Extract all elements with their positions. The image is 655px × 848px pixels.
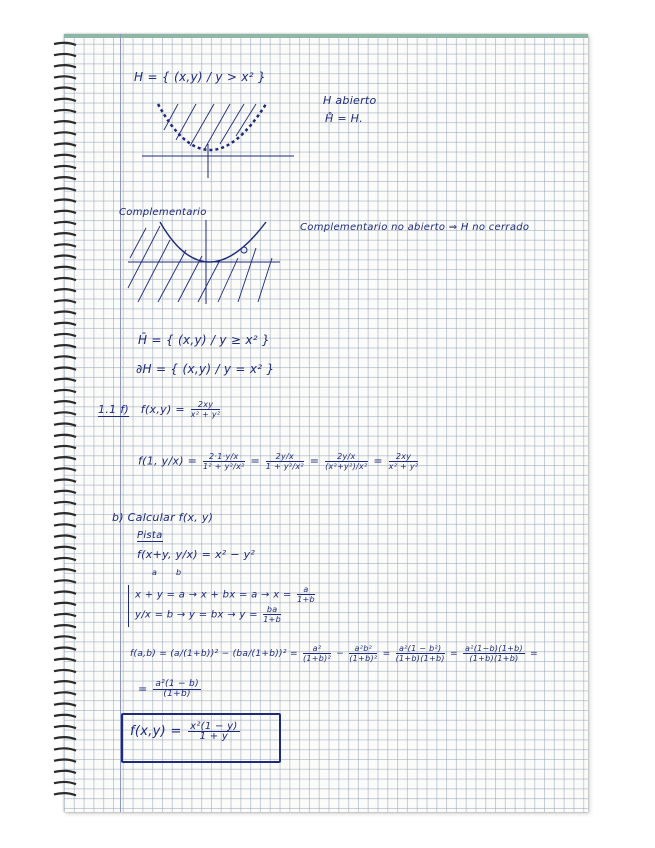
pista-equation: f(x+y, y/x) = x² − y² [137,548,256,561]
sys1-text: x + y = a → x + bx = a → x = [135,589,292,601]
f-def-fraction [191,400,221,419]
hatch-lines [128,226,272,302]
spiral-ring [54,110,76,112]
spiral-ring [54,446,76,448]
equals-sign: = [449,649,458,659]
spiral-ring [54,748,76,750]
equals-sign: = [309,454,320,468]
spiral-ring [54,659,76,661]
result-den: (1+b) [163,689,191,699]
spiral-ring [54,267,76,269]
spiral-ring [54,334,76,336]
f-def-den: x² + y² [190,410,221,419]
calc-frac-4 [463,644,525,663]
spiral-ring [54,233,76,235]
spiral-ring [54,760,76,762]
spiral-ring [54,312,76,314]
calc-frac-2 [349,644,377,663]
exercise-label: 1.1 f) [98,402,129,416]
pista-sub-b: b [176,568,182,577]
equals-sign: = [382,649,391,659]
spiral-ring [54,580,76,582]
f-eval-num-3: 2y/x [325,452,367,462]
spiral-ring [54,144,76,146]
f-eval-den-2: 1 + y²/x² [265,462,304,471]
hatch-lines [164,104,256,150]
system-line-1 [135,585,317,604]
spiral-ring [54,782,76,784]
final-fraction [188,722,239,741]
spiral-ring [54,524,76,526]
spiral-ring [54,468,76,470]
complementario-note: Complementario no abierto ⇒ H no cerrado [300,222,530,233]
sys1-num: a [297,585,315,595]
spiral-ring [54,558,76,560]
h-interior-equality: H̊ = H. [325,112,364,125]
final-answer [130,722,242,741]
f-eval-frac-2 [266,452,304,471]
spiral-ring [54,536,76,538]
set-h-definition: H = { (x,y) / y > x² } [134,70,266,84]
spiral-ring [54,547,76,549]
sys1-fraction [297,585,315,604]
spiral-ring [54,603,76,605]
spiral-ring [54,379,76,381]
spiral-ring [54,323,76,325]
spiral-binding [52,40,78,808]
calc-frac-1 [303,644,331,663]
spiral-ring [54,200,76,202]
spiral-ring [54,54,76,56]
f-def-lhs: f(x,y) = [140,402,185,416]
spiral-ring [54,412,76,414]
spiral-ring [54,424,76,426]
calc-num-3: a²(1 − b²) [396,644,445,654]
spiral-ring [54,592,76,594]
equals-sign: = [373,454,383,468]
f-eval-frac-3 [325,452,367,471]
spiral-ring [54,65,76,67]
f-eval-num-4: 2xy [389,452,419,462]
spiral-ring [54,491,76,493]
spiral-ring [54,244,76,246]
f-eval-frac-4 [389,452,419,471]
spiral-ring [54,793,76,795]
spiral-ring [54,435,76,437]
spiral-ring [54,457,76,459]
spiral-ring [54,648,76,650]
spiral-ring [54,300,76,302]
calc-frac-3 [396,644,445,663]
spiral-ring [54,155,76,157]
spiral-ring [54,390,76,392]
spiral-ring [54,715,76,717]
spiral-ring [54,345,76,347]
spiral-ring [54,681,76,683]
f-eval-lhs: f(1, y/x) = [138,454,198,468]
spiral-ring [54,188,76,190]
spiral-ring [54,401,76,403]
spiral-ring [54,132,76,134]
equals-sign: = [530,649,538,659]
final-lhs: f(x,y) = [130,724,182,739]
calc-num-4: a²(1−b)(1+b) [465,644,523,653]
spiral-ring [54,76,76,78]
f-eval-den-3: (x²+y²)/x² [325,462,368,471]
spiral-ring [54,513,76,515]
sys2-den: 1+b [263,615,282,624]
part-b-heading: b) Calcular f(x, y) [112,511,214,524]
spiral-ring [54,88,76,90]
boundary-of-h: ∂H = { (x,y) / y = x² } [136,362,275,376]
calc-den-1: (1+b)² [302,654,332,663]
f-eval-num-2: 2y/x [266,452,304,462]
calc-num-2: a²b² [349,644,377,654]
parabola-graph-h [138,100,298,178]
f-eval-frac-1 [203,452,245,471]
parabola-solid [160,222,266,262]
calc-den-4: (1+b)(1+b) [469,654,519,663]
system-bracket [128,585,135,627]
spiral-ring [54,222,76,224]
spiral-ring [54,692,76,694]
margin-line [120,34,121,812]
h-abierto-note: H abierto [323,94,377,107]
spiral-ring [54,43,76,45]
spiral-ring [54,480,76,482]
calc-num-1: a² [303,644,331,654]
spiral-ring [54,256,76,258]
sys2-text: y/x = b → y = bx → y = [135,609,258,621]
equals-sign: = [138,682,148,696]
spiral-ring [54,625,76,627]
final-den: 1 + y [199,731,229,742]
spiral-ring [54,502,76,504]
calc-den-3: (1+b)(1+b) [395,654,445,663]
spiral-ring [54,278,76,280]
spiral-ring [54,614,76,616]
f-eval-den-1: 1² + y²/x² [202,462,245,471]
spiral-ring [54,177,76,179]
spiral-ring [54,636,76,638]
boundary-point [241,247,247,253]
equals-sign: = [250,454,260,468]
calc-lhs: f(a,b) = (a/(1+b))² − (ba/(1+b))² = [130,649,298,659]
complement-graph [124,218,284,304]
page-top-band [64,34,588,38]
sys2-num: ba [263,605,281,615]
complementario-label: Complementario [119,207,207,218]
spiral-ring [54,569,76,571]
spiral-ring [54,704,76,706]
sys1-den: 1+b [297,595,315,604]
result-fraction [153,680,201,699]
spiral-ring [54,737,76,739]
exercise-function-def [98,400,222,419]
pista-sub-a: a [152,568,158,577]
f-def-num: 2xy [191,400,221,410]
spiral-ring [54,166,76,168]
f-eval-den-4: x² + y² [388,462,419,471]
f-eval-num-1: 2·1·y/x [203,452,245,462]
minus-sign: − [336,649,345,659]
calculation-line [130,644,538,663]
spiral-ring [54,99,76,101]
spiral-ring [54,121,76,123]
f-evaluation-line [138,452,420,471]
spiral-ring [54,771,76,773]
sys2-fraction [263,605,281,624]
spiral-ring [54,368,76,370]
system-line-2 [135,605,283,624]
spiral-ring [54,726,76,728]
pista-label: Pista [137,530,163,541]
spiral-ring [54,211,76,213]
result-num: a²(1 − b) [155,679,199,689]
closure-of-h: H̄ = { (x,y) / y ≥ x² } [138,333,270,347]
spiral-ring [54,289,76,291]
calc-den-2: (1+b)² [349,654,378,663]
result-line [138,680,203,699]
final-num: x²(1 − y) [190,721,238,732]
spiral-ring [54,670,76,672]
spiral-ring [54,356,76,358]
